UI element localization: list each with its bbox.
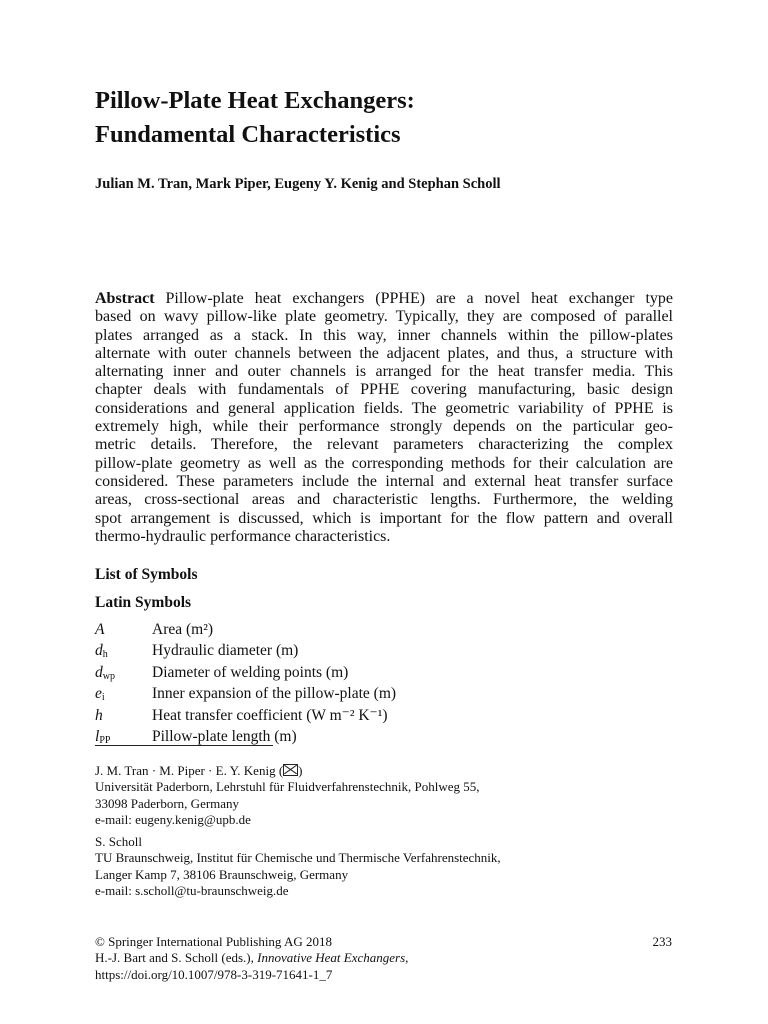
affiliation-2: S. Scholl TU Braunschweig, Institut für Chemische und Thermische Verfahrenstechnik, Langer Kamp 7, 38106 Braunschweig, Germany e-mail: s.scholl@tu-braunschweig.de	[95, 834, 501, 899]
abstract-line: alternating inner and outer channels is arranged for the heat transfer media. This	[95, 363, 673, 381]
doi-link[interactable]: https://doi.org/10.1007/978-3-319-71641-1_7	[95, 966, 333, 982]
abstract-line: alternate with outer channels between the adjacent plates, and thus, a structure with	[95, 344, 673, 362]
page-number: 233	[652, 934, 672, 949]
abstract-line: plates arranged as a stack. In this way, inner channels within the pillow-plates	[95, 326, 673, 344]
email-kenig: e-mail: eugeny.kenig@upb.de	[95, 812, 251, 828]
latin-symbols-heading: Latin Symbols	[95, 594, 192, 611]
footnote-divider	[95, 745, 273, 746]
envelope-icon	[283, 764, 298, 776]
symbol-row: $d_h$ Hydraulic diameter (m)	[95, 642, 299, 661]
abstract-line: metric details. Therefore, the relevant parameters characterizing the complex	[95, 436, 673, 454]
abstract-label: Abstract	[95, 290, 155, 307]
chapter-title	[95, 84, 415, 152]
abstract-line: Abstract Pillow-plate heat exchangers (PPHE) are a novel heat exchanger type	[95, 290, 674, 307]
affiliation-1: J. M. Tran · M. Piper · E. Y. Kenig ( ) Universität Paderborn, Lehrstuhl für Fluidverfahrenstechnik, Pohlweg 55, 33098 Paderborn, Germany e-mail: eugeny.kenig@upb.de	[95, 763, 480, 828]
abstract-line: chapter deals with fundamentals of PPHE covering manufacturing, basic design	[95, 381, 673, 399]
abstract	[95, 290, 673, 546]
symbol-list	[95, 621, 396, 749]
title-line-2: Fundamental Characteristics	[95, 121, 401, 148]
abstract-line: considerations and general application fields. The geometric variability of PPHE is	[95, 399, 673, 417]
abstract-line: spot arrangement is discussed, which is important for the flow pattern and overall	[95, 509, 673, 527]
symbol-row: $d_{wp}$ Diameter of welding points (m)	[95, 663, 349, 682]
abstract-line: pillow-plate geometry as well as the corresponding methods for their calculation are	[95, 454, 673, 472]
symbol-row: A Area (m²)	[95, 621, 214, 638]
abstract-line: based on wavy pillow-like plate geometry. Typically, they are composed of parallel	[95, 308, 673, 326]
author-list: Julian M. Tran, Mark Piper, Eugeny Y. Kenig and Stephan Scholl	[95, 176, 501, 192]
book-title: Innovative Heat Exchangers	[257, 950, 406, 966]
abstract-line: considered. These parameters include the internal and external heat transfer surface	[95, 472, 673, 490]
title-line-1: Pillow-Plate Heat Exchangers:	[95, 87, 415, 114]
abstract-line: areas, cross-sectional areas and characteristic lengths. Furthermore, the welding	[95, 491, 673, 509]
abstract-line: extremely high, while their performance strongly depends on the particular geo-	[95, 418, 673, 436]
symbol-row: $l_{PP}$ Pillow-plate length (m)	[95, 728, 297, 747]
symbol-row: h Heat transfer coefficient (W m⁻² K⁻¹)	[95, 706, 388, 724]
copyright: © Springer International Publishing AG 2018	[95, 934, 332, 949]
publication-info: © Springer International Publishing AG 2018 H.-J. Bart and S. Scholl (eds.), Innovative Heat Exchangers, https://doi.org/10.1007/978-3-319-71641-1_7	[95, 934, 409, 982]
abstract-line: thermo-hydraulic performance characteristics.	[95, 527, 391, 545]
email-scholl: e-mail: s.scholl@tu-braunschweig.de	[95, 883, 289, 899]
symbol-row: $e_i$ Inner expansion of the pillow-plate (m)	[95, 685, 397, 704]
list-of-symbols-heading: List of Symbols	[95, 566, 198, 583]
